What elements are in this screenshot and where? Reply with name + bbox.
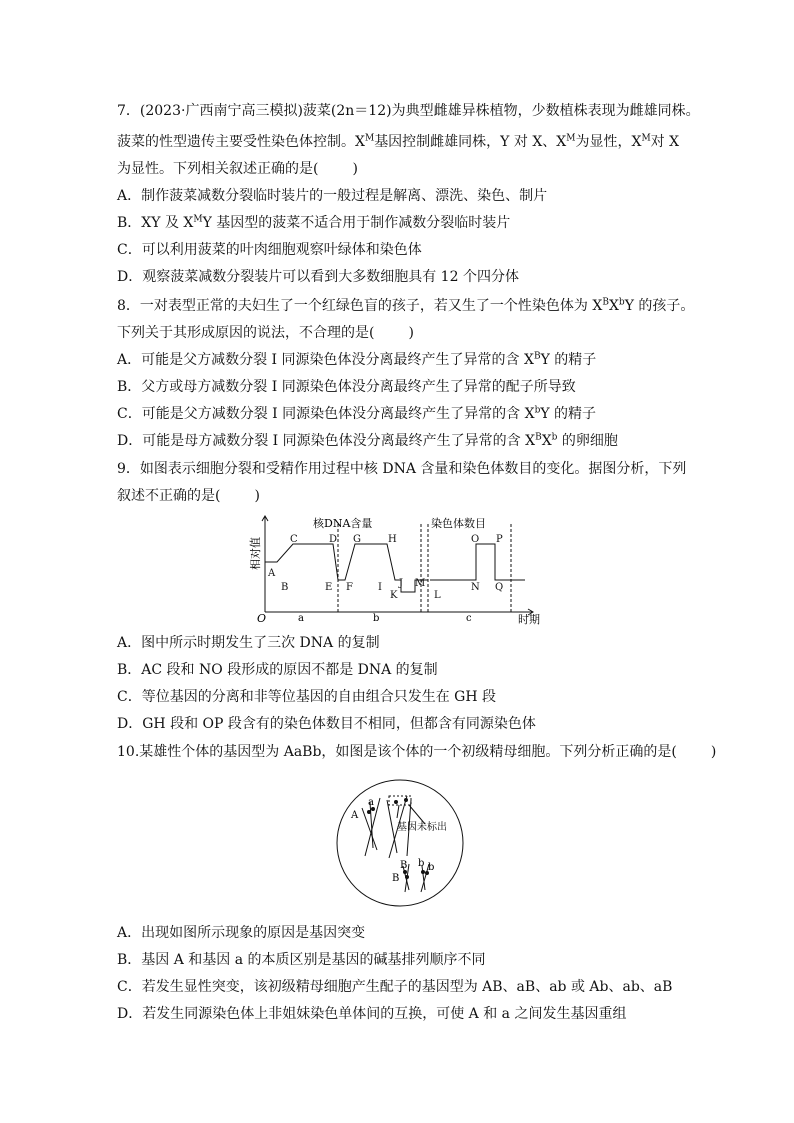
q9-option-c: C．等位基因的分离和非等位基因的自由组合只发生在 GH 段	[117, 689, 497, 705]
q8-option-c: C．可能是父方减数分裂 Ⅰ 同源染色体没分离最终产生了异常的含 $X^bY$ 的精子	[117, 405, 597, 422]
gene-label-b-dominant-2: B	[392, 873, 400, 884]
q8-option-d: D．可能是母方减数分裂 Ⅰ 同源染色体没分离最终产生了异常的含 $X^BX^b$ 的卵细胞	[117, 432, 618, 449]
chart-dna-label: 核DNA含量	[313, 517, 373, 530]
chart-point-g: G	[353, 534, 361, 545]
chart-ylabel: 相对值	[249, 537, 262, 570]
q10-option-a: A．出现如图所示现象的原因是基因突变	[117, 925, 366, 941]
gene-not-marked-note: 基因未标出	[397, 822, 447, 833]
gene-label-a-dominant: A	[351, 810, 359, 821]
q7-option-b: B．XY 及 $X^MY$ 基因型的菠菜不适合用于制作减数分裂临时装片	[117, 214, 511, 231]
q7-stem-line3: 为显性。下列相关叙述正确的是( )	[117, 161, 358, 177]
chart-point-b: B	[281, 582, 289, 593]
gene-label-b-dominant-1: B	[400, 860, 408, 871]
chart-point-d: D	[329, 534, 338, 545]
q7-stem-line1: 7．(2023·广西南宁高三模拟)菠菜(2n＝12)为典型雌雄异株植物，少数植株表现为雌雄同株。	[117, 103, 700, 119]
q9-option-d: D．GH 段和 OP 段含有的染色体数目不相同，但都含有同源染色体	[117, 716, 536, 732]
chart-origin: O	[257, 612, 267, 625]
spermatocyte-figure	[325, 778, 475, 908]
q7-option-c: C．可以利用菠菜的叶肉细胞观察叶绿体和染色体	[117, 242, 422, 258]
chart-point-n: N	[471, 582, 480, 593]
q8-option-a: A．可能是父方减数分裂 Ⅰ 同源染色体没分离最终产生了异常的含 $X^BY$ 的精子	[117, 351, 597, 368]
cell-membrane	[337, 780, 463, 906]
chart-point-p: P	[496, 534, 503, 545]
q10-stem: 10.某雄性个体的基因型为 AaBb，如图是该个体的一个初级精母细胞。下列分析正确的是( )	[117, 744, 717, 760]
q7-option-a: A．制作菠菜减数分裂临时装片的一般过程是解离、漂洗、染色、制片	[117, 188, 548, 204]
chart-segment-c: c	[466, 613, 472, 624]
q7-stem-line2: 菠菜的性型遗传主要受性染色体控制。$X^M$基因控制雌雄同株，Y 对 X、$X^M$为显性，$X^M$对 X	[117, 133, 680, 150]
dna-chromosome-chart	[245, 512, 550, 627]
chart-xlabel: 时期	[518, 613, 540, 626]
chart-point-c: C	[290, 534, 298, 545]
chart-point-h: H	[388, 534, 397, 545]
chart-point-e: E	[325, 582, 333, 593]
chart-point-f: F	[346, 582, 353, 593]
q9-stem-line1: 9．如图表示细胞分裂和受精作用过程中核 DNA 含量和染色体数目的变化。据图分析，下列	[117, 461, 687, 477]
chart-point-m: M	[415, 578, 426, 589]
chart-segment-b: b	[373, 613, 380, 624]
chart-point-o: O	[471, 534, 480, 545]
chart-point-j: J	[399, 578, 404, 589]
chart-point-l: L	[434, 590, 441, 601]
gene-label-b-recessive-1: b	[418, 858, 425, 869]
q10-option-c: C．若发生显性突变，该初级精母细胞产生配子的基因型为 AB、aB、ab 或 Ab、ab、aB	[117, 979, 673, 995]
q9-stem-line2: 叙述不正确的是( )	[117, 488, 260, 504]
chart-chrom-label: 染色体数目	[431, 517, 486, 530]
chart-segment-a: a	[298, 613, 304, 624]
chart-point-k: K	[390, 590, 398, 601]
q7-option-d: D．观察菠菜减数分裂装片可以看到大多数细胞具有 12 个四分体	[117, 269, 519, 285]
q9-option-b: B．AC 段和 NO 段形成的原因不都是 DNA 的复制	[117, 662, 438, 678]
chart-point-a: A	[268, 568, 276, 579]
chart-point-i: I	[378, 582, 382, 593]
q10-option-d: D．若发生同源染色体上非姐妹染色单体间的互换，可使 A 和 a 之间发生基因重组	[117, 1006, 627, 1022]
q10-option-b: B．基因 A 和基因 a 的本质区别是基因的碱基排列顺序不同	[117, 952, 486, 968]
q9-option-a: A．图中所示时期发生了三次 DNA 的复制	[117, 635, 380, 651]
q8-stem-line2: 下列关于其形成原因的说法，不合理的是( )	[117, 325, 414, 341]
q8-option-b: B．父方或母方减数分裂 Ⅰ 同源染色体没分离最终产生了异常的配子所导致	[117, 379, 576, 395]
gene-label-b-recessive-2: b	[428, 862, 435, 873]
gene-label-a-recessive: a	[368, 797, 374, 808]
q8-stem-line1: 8．一对表型正常的夫妇生了一个红绿色盲的孩子，若又生了一个性染色体为 $X^BX^bY$ 的孩子。	[117, 297, 695, 314]
chart-point-q: Q	[495, 582, 504, 593]
